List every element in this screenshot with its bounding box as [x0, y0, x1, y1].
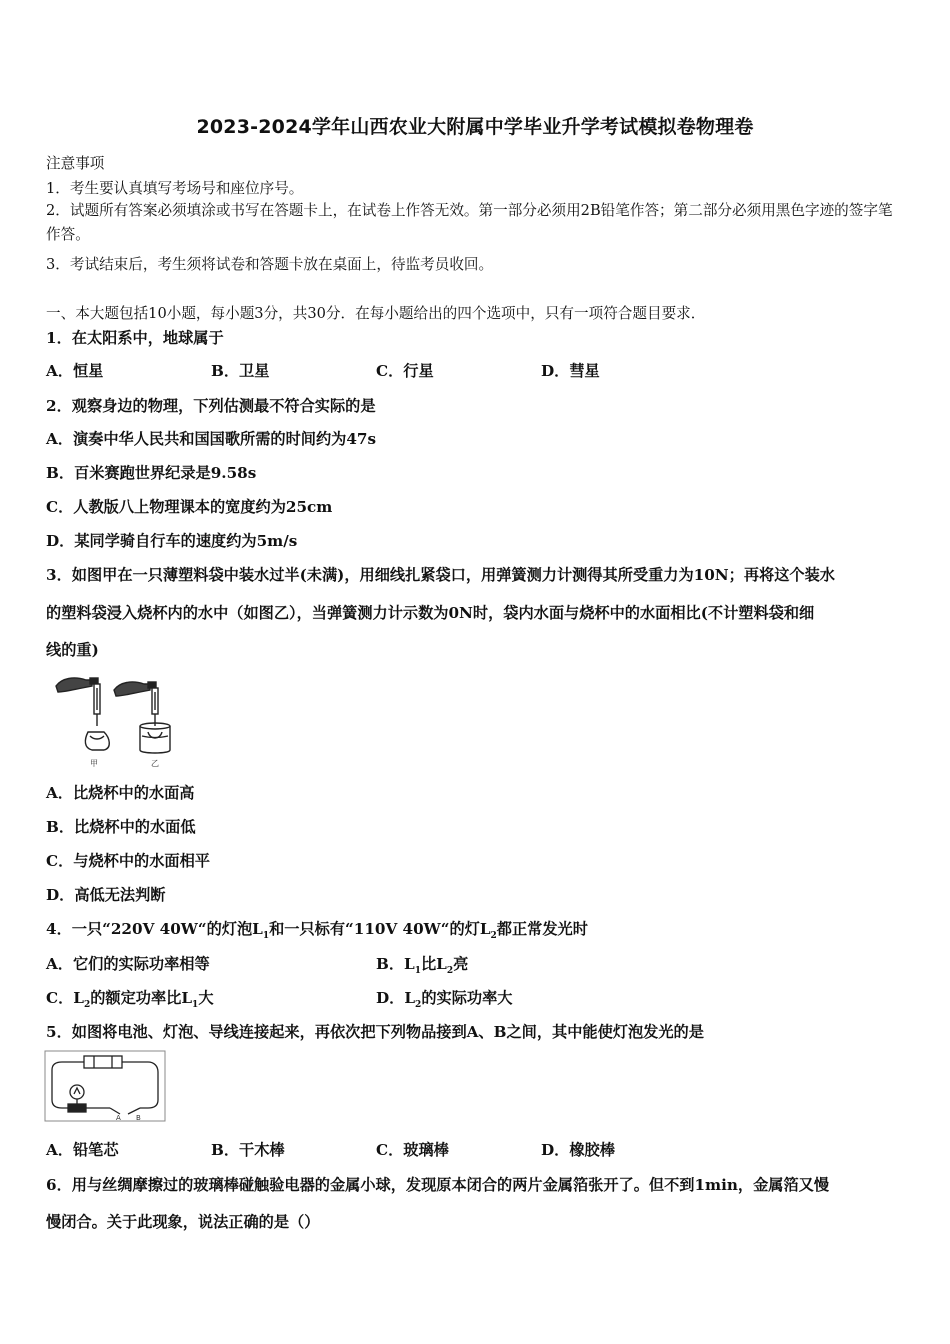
q3-stem-line-1: 3．如图甲在一只薄塑料袋中装水过半(未满)，用细线扎紧袋口，用弹簧测力计测得其所受重力为10N；再将这个装水 — [46, 566, 835, 584]
q1-option-b: B．卫星 — [211, 362, 270, 380]
q6-stem-line-2: 慢闭合。关于此现象，说法正确的是（） — [46, 1213, 320, 1231]
q3-option-a: A．比烧杯中的水面高 — [46, 784, 195, 802]
q5-option-d: D．橡胶棒 — [541, 1141, 615, 1159]
q5-option-a: A．铅笔芯 — [46, 1141, 119, 1159]
section-1-heading: 一、本大题包括10小题，每小题3分，共30分．在每小题给出的四个选项中，只有一项符合题目要求． — [46, 305, 706, 322]
q4-c-part-2: 的额定功率比L — [90, 989, 193, 1007]
fig-label-yi: 乙 — [151, 759, 159, 768]
notice-item-2: 2．试题所有答案必须填涂或书写在答题卡上，在试卷上作答无效。第一部分必须用2B铅笔作答；第二部分必须用黑色字迹的签字笔作答。 — [46, 202, 893, 243]
q4-sub-2: 2 — [490, 931, 497, 942]
q1-stem: 1．在太阳系中，地球属于 — [46, 329, 224, 347]
q4-d-part-2: 的实际功率大 — [421, 989, 513, 1007]
q6-stem-line-1: 6．用与丝绸摩擦过的玻璃棒碰触验电器的金属小球，发现原本闭合的两片金属箔张开了。但不到1min，金属箔又慢 — [46, 1176, 830, 1194]
q4-option-d — [376, 987, 512, 1010]
q2-option-b: B．百米赛跑世界纪录是9.58s — [46, 464, 257, 482]
q1-option-a: A．恒星 — [46, 362, 104, 380]
q5-option-c: C．玻璃棒 — [376, 1141, 449, 1159]
q4-c-part-1: C．L — [46, 989, 84, 1007]
q2-option-d: D．某同学骑自行车的速度约为5m/s — [46, 532, 298, 550]
q4-d-sub-2: 2 — [415, 1000, 422, 1011]
q2-option-a: A．演奏中华人民共和国国歌所需的时间约为47s — [46, 430, 377, 448]
q2-option-c: C．人教版八上物理课本的宽度约为25cm — [46, 498, 333, 516]
circuit-label-b: B — [136, 1114, 141, 1122]
q4-b-sub-1: 1 — [414, 966, 421, 977]
notice-item-1: 1．考生要认真填写考场号和座位序号。 — [46, 180, 304, 197]
fig-label-jia: 甲 — [90, 759, 98, 768]
q1-option-d: D．彗星 — [541, 362, 600, 380]
q4-d-part-1: D．L — [376, 989, 416, 1007]
q4-b-part-3: 亮 — [453, 955, 469, 973]
q4-c-sub-2: 2 — [83, 1000, 91, 1011]
circuit-figure — [44, 1050, 166, 1122]
q4-b-part-1: B．L — [376, 955, 415, 973]
figure-yi — [114, 682, 170, 753]
q4-c-part-3: 大 — [198, 989, 214, 1007]
q4-b-part-2: 比L — [420, 955, 447, 973]
q4-option-b — [376, 953, 468, 976]
spring-scale-figure — [52, 670, 182, 770]
q4-c-sub-1: 1 — [192, 1000, 199, 1011]
circuit-label-a: A — [116, 1114, 121, 1122]
q4-sub-1: 1 — [262, 931, 270, 942]
notice-item-3: 3．考试结束后，考生须将试卷和答题卡放在桌面上，待监考员收回。 — [46, 256, 494, 273]
q4-stem-part-3: 都正常发光时 — [496, 920, 588, 938]
q4-option-c — [46, 987, 214, 1010]
notice-heading: 注意事项 — [46, 155, 105, 172]
q2-stem: 2．观察身边的物理，下列估测最不符合实际的是 — [46, 397, 376, 415]
q4-option-a: A．它们的实际功率相等 — [46, 955, 210, 973]
q4-stem-part-1: 4．一只“220V 40W“的灯泡L — [46, 920, 263, 938]
figure-jia — [56, 678, 109, 750]
q4-b-sub-2: 2 — [446, 966, 454, 977]
q5-option-b: B．干木棒 — [211, 1141, 285, 1159]
q5-stem: 5．如图将电池、灯泡、导线连接起来，再依次把下列物品接到A、B之间，其中能使灯泡发光的是 — [46, 1023, 704, 1041]
q3-option-d: D．高低无法判断 — [46, 886, 166, 904]
q3-stem-line-2: 的塑料袋浸入烧杯内的水中（如图乙），当弹簧测力计示数为0N时，袋内水面与烧杯中的水面相比(不计塑料袋和细 — [46, 604, 815, 622]
q3-option-b: B．比烧杯中的水面低 — [46, 818, 196, 836]
q3-stem-line-3: 线的重) — [46, 641, 99, 659]
q3-option-c: C．与烧杯中的水面相平 — [46, 852, 210, 870]
page-title: 2023-2024学年山西农业大附属中学毕业升学考试模拟卷物理卷 — [196, 116, 754, 138]
q1-option-c: C．行星 — [376, 362, 434, 380]
q4-stem — [46, 918, 588, 941]
q4-stem-part-2: 和一只标有“110V 40W“的灯L — [269, 920, 491, 938]
